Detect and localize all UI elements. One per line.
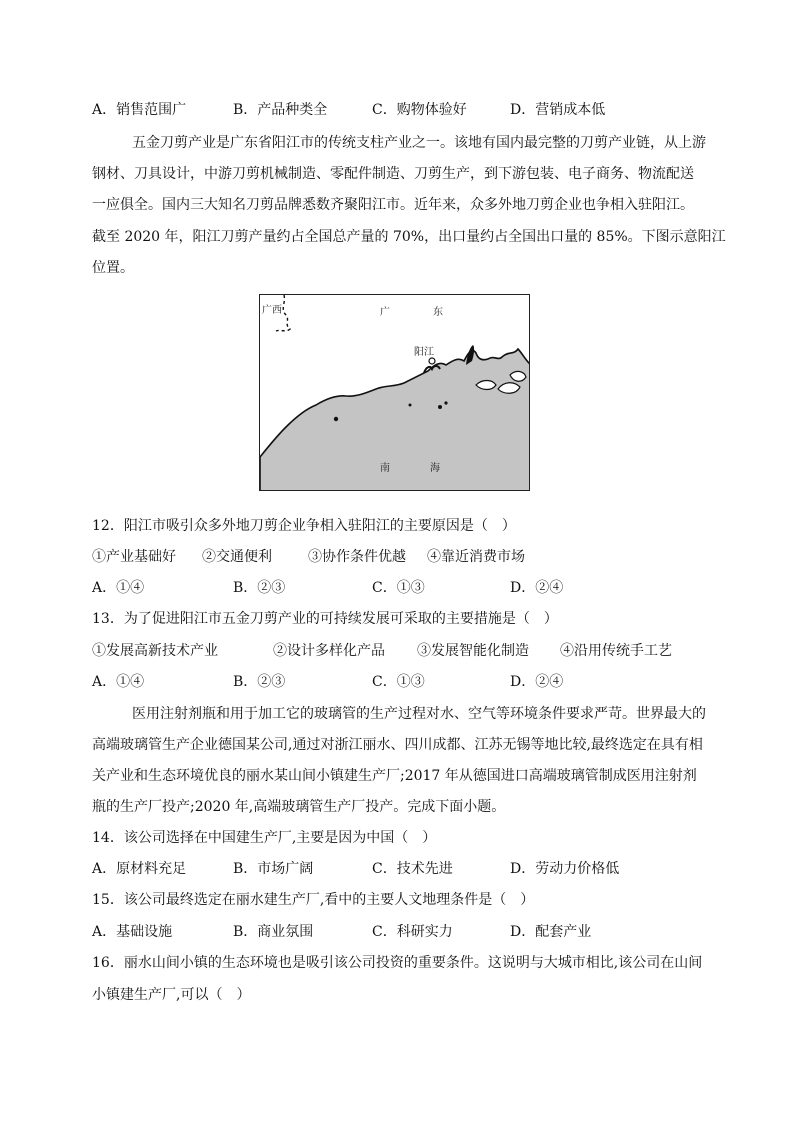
q12-option-c[interactable]: C．①③ <box>372 580 425 596</box>
q15-stem: 15．该公司最终选定在丽水建生产厂,看中的主要人文地理条件是（ ） <box>92 892 535 908</box>
q13-option-d[interactable]: D．②④ <box>510 674 564 690</box>
q12-option-b[interactable]: B．②③ <box>233 580 286 596</box>
passage1-line-2: 钢材、刀具设计，中游刀剪机械制造、零配件制造、刀剪生产，到下游包装、电子商务、物流配送 <box>92 166 694 182</box>
label-yangjiang: 阳江 <box>414 347 434 358</box>
q11-option-a[interactable]: A．销售范围广 <box>92 102 187 118</box>
q15-option-c[interactable]: C．科研实力 <box>372 924 453 940</box>
q12-stem: 12．阳江市吸引众多外地刀剪企业争相入驻阳江的主要原因是（ ） <box>92 518 516 534</box>
q13-item-3: ③发展智能化制造 <box>417 643 529 659</box>
q15-option-a[interactable]: A．基础设施 <box>92 924 173 940</box>
q16-stem-line-2: 小镇建生产厂,可以（ ） <box>92 987 251 1003</box>
q13-option-c[interactable]: C．①③ <box>372 674 425 690</box>
q15-option-d[interactable]: D．配套产业 <box>510 924 592 940</box>
label-dong: 东 <box>433 307 443 318</box>
passage1-line-4: 截至 2020 年，阳江刀剪产量约占全国总产量的 70%，出口量约占全国出口量的 85%。下图示意阳江 <box>92 229 726 245</box>
q13-option-b[interactable]: B．②③ <box>233 674 286 690</box>
q11-option-b[interactable]: B．产品种类全 <box>233 102 328 118</box>
passage2-line-4: 瓶的生产厂投产;2020 年,高端玻璃管生产厂投产。完成下面小题。 <box>92 799 506 815</box>
south-sea-area <box>260 349 530 491</box>
label-nan: 南 <box>380 463 390 474</box>
island <box>334 417 338 421</box>
q14-option-b[interactable]: B．市场广阔 <box>233 861 314 877</box>
passage1-line-1: 五金刀剪产业是广东省阳江市的传统支柱产业之一。该地有国内最完整的刀剪产业链，从上游 <box>132 135 706 151</box>
label-guang: 广 <box>380 307 390 318</box>
island <box>444 401 447 404</box>
island <box>438 405 442 409</box>
q14-stem: 14．该公司选择在中国建生产厂,主要是因为中国（ ） <box>92 830 437 846</box>
q12-item-2: ②交通便利 <box>202 549 272 565</box>
passage2-line-2: 高端玻璃管生产企业德国某公司,通过对浙江丽水、四川成都、江苏无锡等地比较,最终选定在具有相 <box>92 737 703 753</box>
q11-option-d[interactable]: D．营销成本低 <box>510 102 606 118</box>
q14-option-a[interactable]: A．原材料充足 <box>92 861 187 877</box>
passage1-line-3: 一应俱全。国内三大知名刀剪品牌悉数齐聚阳江市。近年来，众多外地刀剪企业也争相入驻阳江。 <box>92 197 694 213</box>
label-guangxi: 广西 <box>262 305 282 316</box>
q12-item-4: ④靠近消费市场 <box>427 549 525 565</box>
q14-option-c[interactable]: C．技术先进 <box>372 861 453 877</box>
q12-item-1: ①产业基础好 <box>92 549 176 565</box>
passage2-line-3: 关产业和生态环境优良的丽水某山间小镇建生产厂;2017 年从德国进口高端玻璃管制成医用注射剂 <box>92 768 697 784</box>
q13-item-1: ①发展高新技术产业 <box>92 643 218 659</box>
island <box>409 404 412 407</box>
q13-option-a[interactable]: A．①④ <box>92 674 145 690</box>
q15-option-b[interactable]: B．商业氛围 <box>233 924 314 940</box>
q13-stem: 13．为了促进阳江市五金刀剪产业的可持续发展可采取的主要措施是（ ） <box>92 611 558 627</box>
q14-option-d[interactable]: D．劳动力价格低 <box>510 861 620 877</box>
q11-option-c[interactable]: C．购物体验好 <box>372 102 467 118</box>
q12-option-a[interactable]: A．①④ <box>92 580 145 596</box>
passage1-line-5: 位置。 <box>92 260 134 276</box>
q12-item-3: ③协作条件优越 <box>308 549 406 565</box>
yangjiang-location-map <box>259 294 530 491</box>
q13-item-2: ②设计多样化产品 <box>273 643 385 659</box>
map-graphic <box>260 295 530 491</box>
q12-option-d[interactable]: D．②④ <box>510 580 564 596</box>
label-hai: 海 <box>430 463 440 474</box>
q13-item-4: ④沿用传统手工艺 <box>560 643 672 659</box>
passage2-line-1: 医用注射剂瓶和用于加工它的玻璃管的生产过程对水、空气等环境条件要求严苛。世界最大的 <box>132 706 706 722</box>
q16-stem-line-1: 16．丽水山间小镇的生态环境也是吸引该公司投资的重要条件。这说明与大城市相比,该公司在山间 <box>92 955 703 971</box>
